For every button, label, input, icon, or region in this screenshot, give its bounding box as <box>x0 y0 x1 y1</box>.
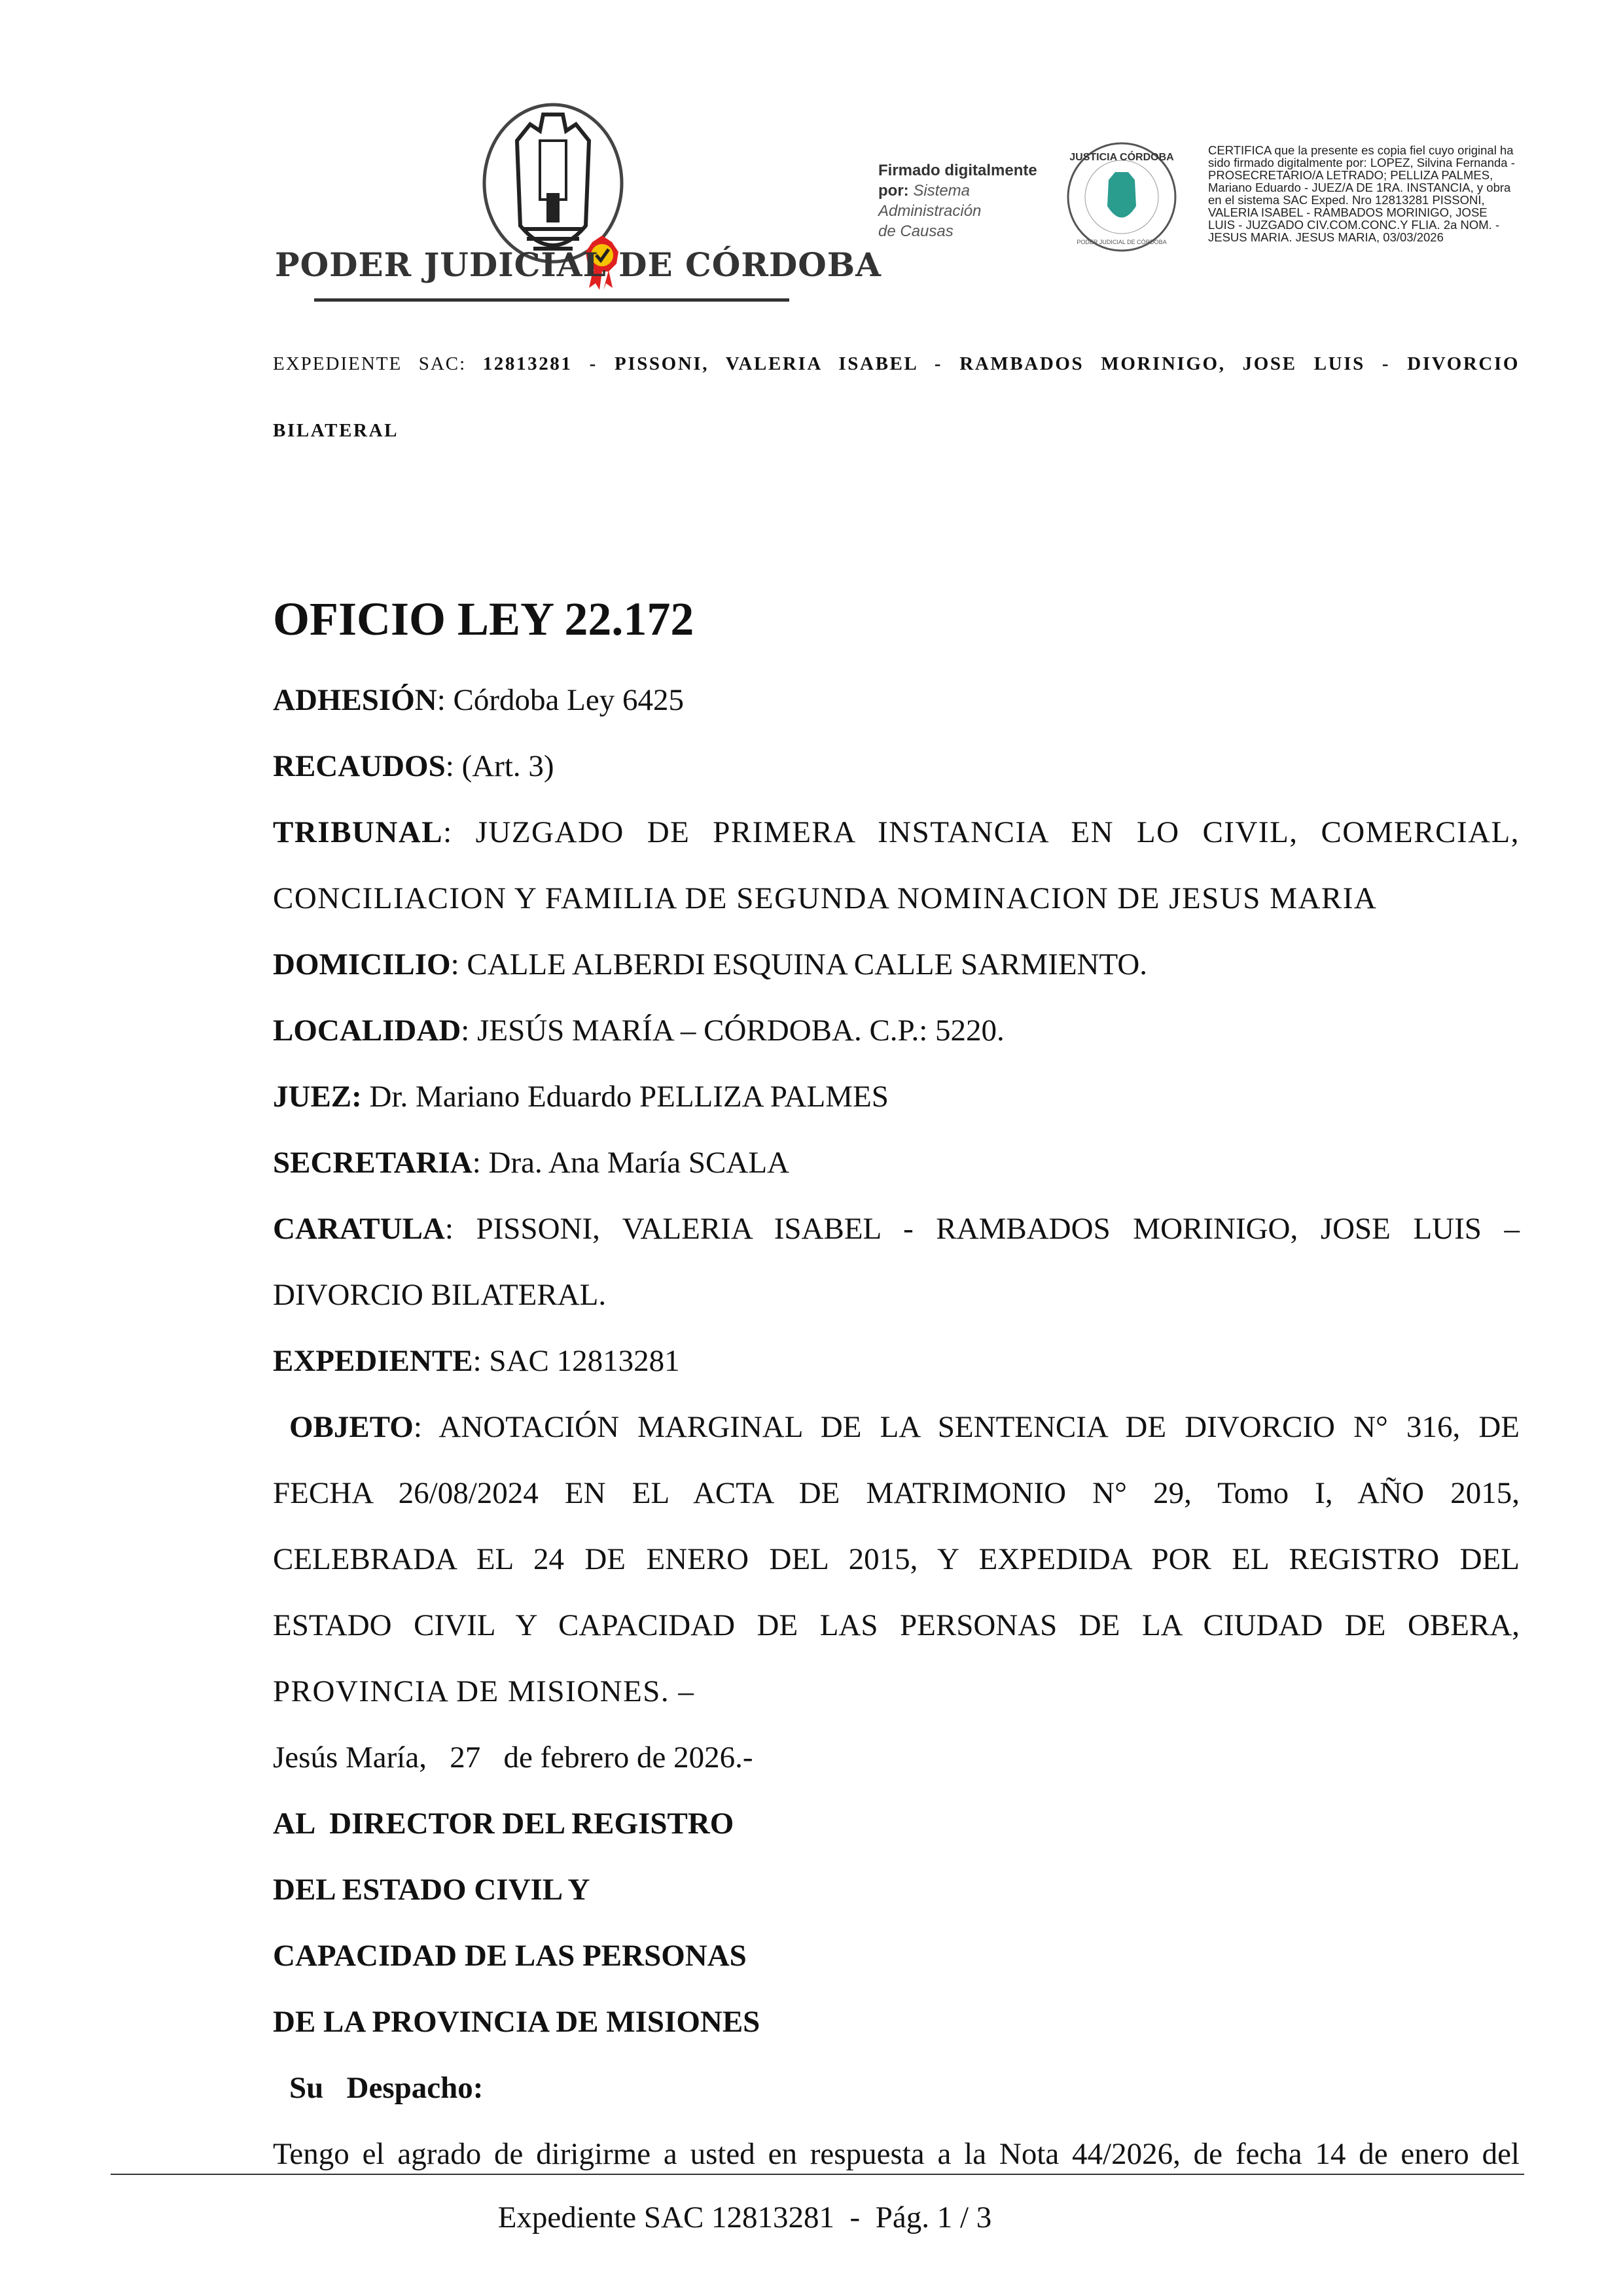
logo-divider <box>314 298 789 302</box>
page-footer: Expediente SAC 12813281 - Pág. 1 / 3 <box>497 2200 992 2234</box>
logo-text: PODER JUDICIAL DE CÓRDOBA <box>275 245 882 284</box>
document-body: ADHESIÓN: Córdoba Ley 6425 RECAUDOS: (Art. 3) TRIBUNAL: JUZGADO DE PRIMERA INSTANCIA EN LO CIVIL, COMERCIAL, CONCILIACION Y FAMILIA DE SEGUNDA NOMINACION DE JESUS MARIA DOMICILIO: CALLE ALBERDI ESQUINA CALLE SARMIENTO. LOCALIDAD: JESÚS MARÍA – CÓRDOBA. C.P.: 5220. JUEZ: Dr. Mariano Eduardo PELLIZA PALMES SECRETARIA: Dra. Ana María SCALA CARATULA: PISSONI, VALERIA ISABEL - RAMBADOS MORINIGO, JOSE LUIS – DIVORCIO BILATERAL. EXPEDIENTE: SAC 12813281 OBJETO: ANOTACIÓN MARGINAL DE LA SENTENCIA DE DIVORCIO N° 316, DE FECHA 26/08/2024 EN EL ACTA DE MATRIMONIO N° 29, Tomo I, AÑO 2015, CELEBRADA EL 24 DE ENERO DEL 2015, Y EXPEDIDA POR EL REGISTRO DEL ESTADO CIVIL Y CAPACIDAD DE LAS PERSONAS DE LA CIUDAD DE OBERA, PROVINCIA DE MISIONES. – Jesús María, 27 de febrero de 2026.- AL DIRECTOR DEL REGISTRO DEL ESTADO CIVIL Y CAPACIDAD DE LAS PERSONAS DE LA PROVINCIA DE MISIONES Su Despacho: Tengo el agrado de dirigirme a usted en respuesta a la Nota 44/2026, de fecha 14 de enero del <box>273 683 1520 2171</box>
date-line: Jesús María, 27 de febrero de 2026.- <box>273 1740 753 1775</box>
expediente-header: EXPEDIENTE SAC: 12813281 - PISSONI, VALERIA ISABEL - RAMBADOS MORINIGO, JOSE LUIS - DIVORCIO <box>273 353 1520 374</box>
footer-divider <box>111 2174 1524 2175</box>
justicia-cordoba-seal <box>1065 141 1178 253</box>
digital-signature-label: Firmado digitalmente por: Sistema Administración de Causas <box>878 162 1037 240</box>
page-title: OFICIO LEY 22.172 <box>273 593 694 645</box>
svg-text:PODER JUDICIAL DE CÓRDOBA: PODER JUDICIAL DE CÓRDOBA <box>1077 239 1167 245</box>
certification-text: CERTIFICA que la presente es copia fiel cuyo original ha sido firmado digitalmente por: LOPEZ, Silvina Fernanda - PROSECRETARIO/A LETRADO; PELLIZA PALMES, Mariano Eduardo - JUEZ/A DE 1RA. INSTANCIA, y obra en el sistema SAC Exped. Nro 12813281 PISSONI, VALERIA ISABEL - RAMBADOS MORINIGO, JOSE LUIS - JUZGADO CIV.COM.CONC.Y FLIA. 2a NOM. - JESUS MARIA. JESUS MARIA, 03/03/2026 <box>1208 143 1515 244</box>
expediente-header-cont: BILATERAL <box>273 420 399 441</box>
svg-text:JUSTICIA CÓRDOBA: JUSTICIA CÓRDOBA <box>1069 152 1174 163</box>
